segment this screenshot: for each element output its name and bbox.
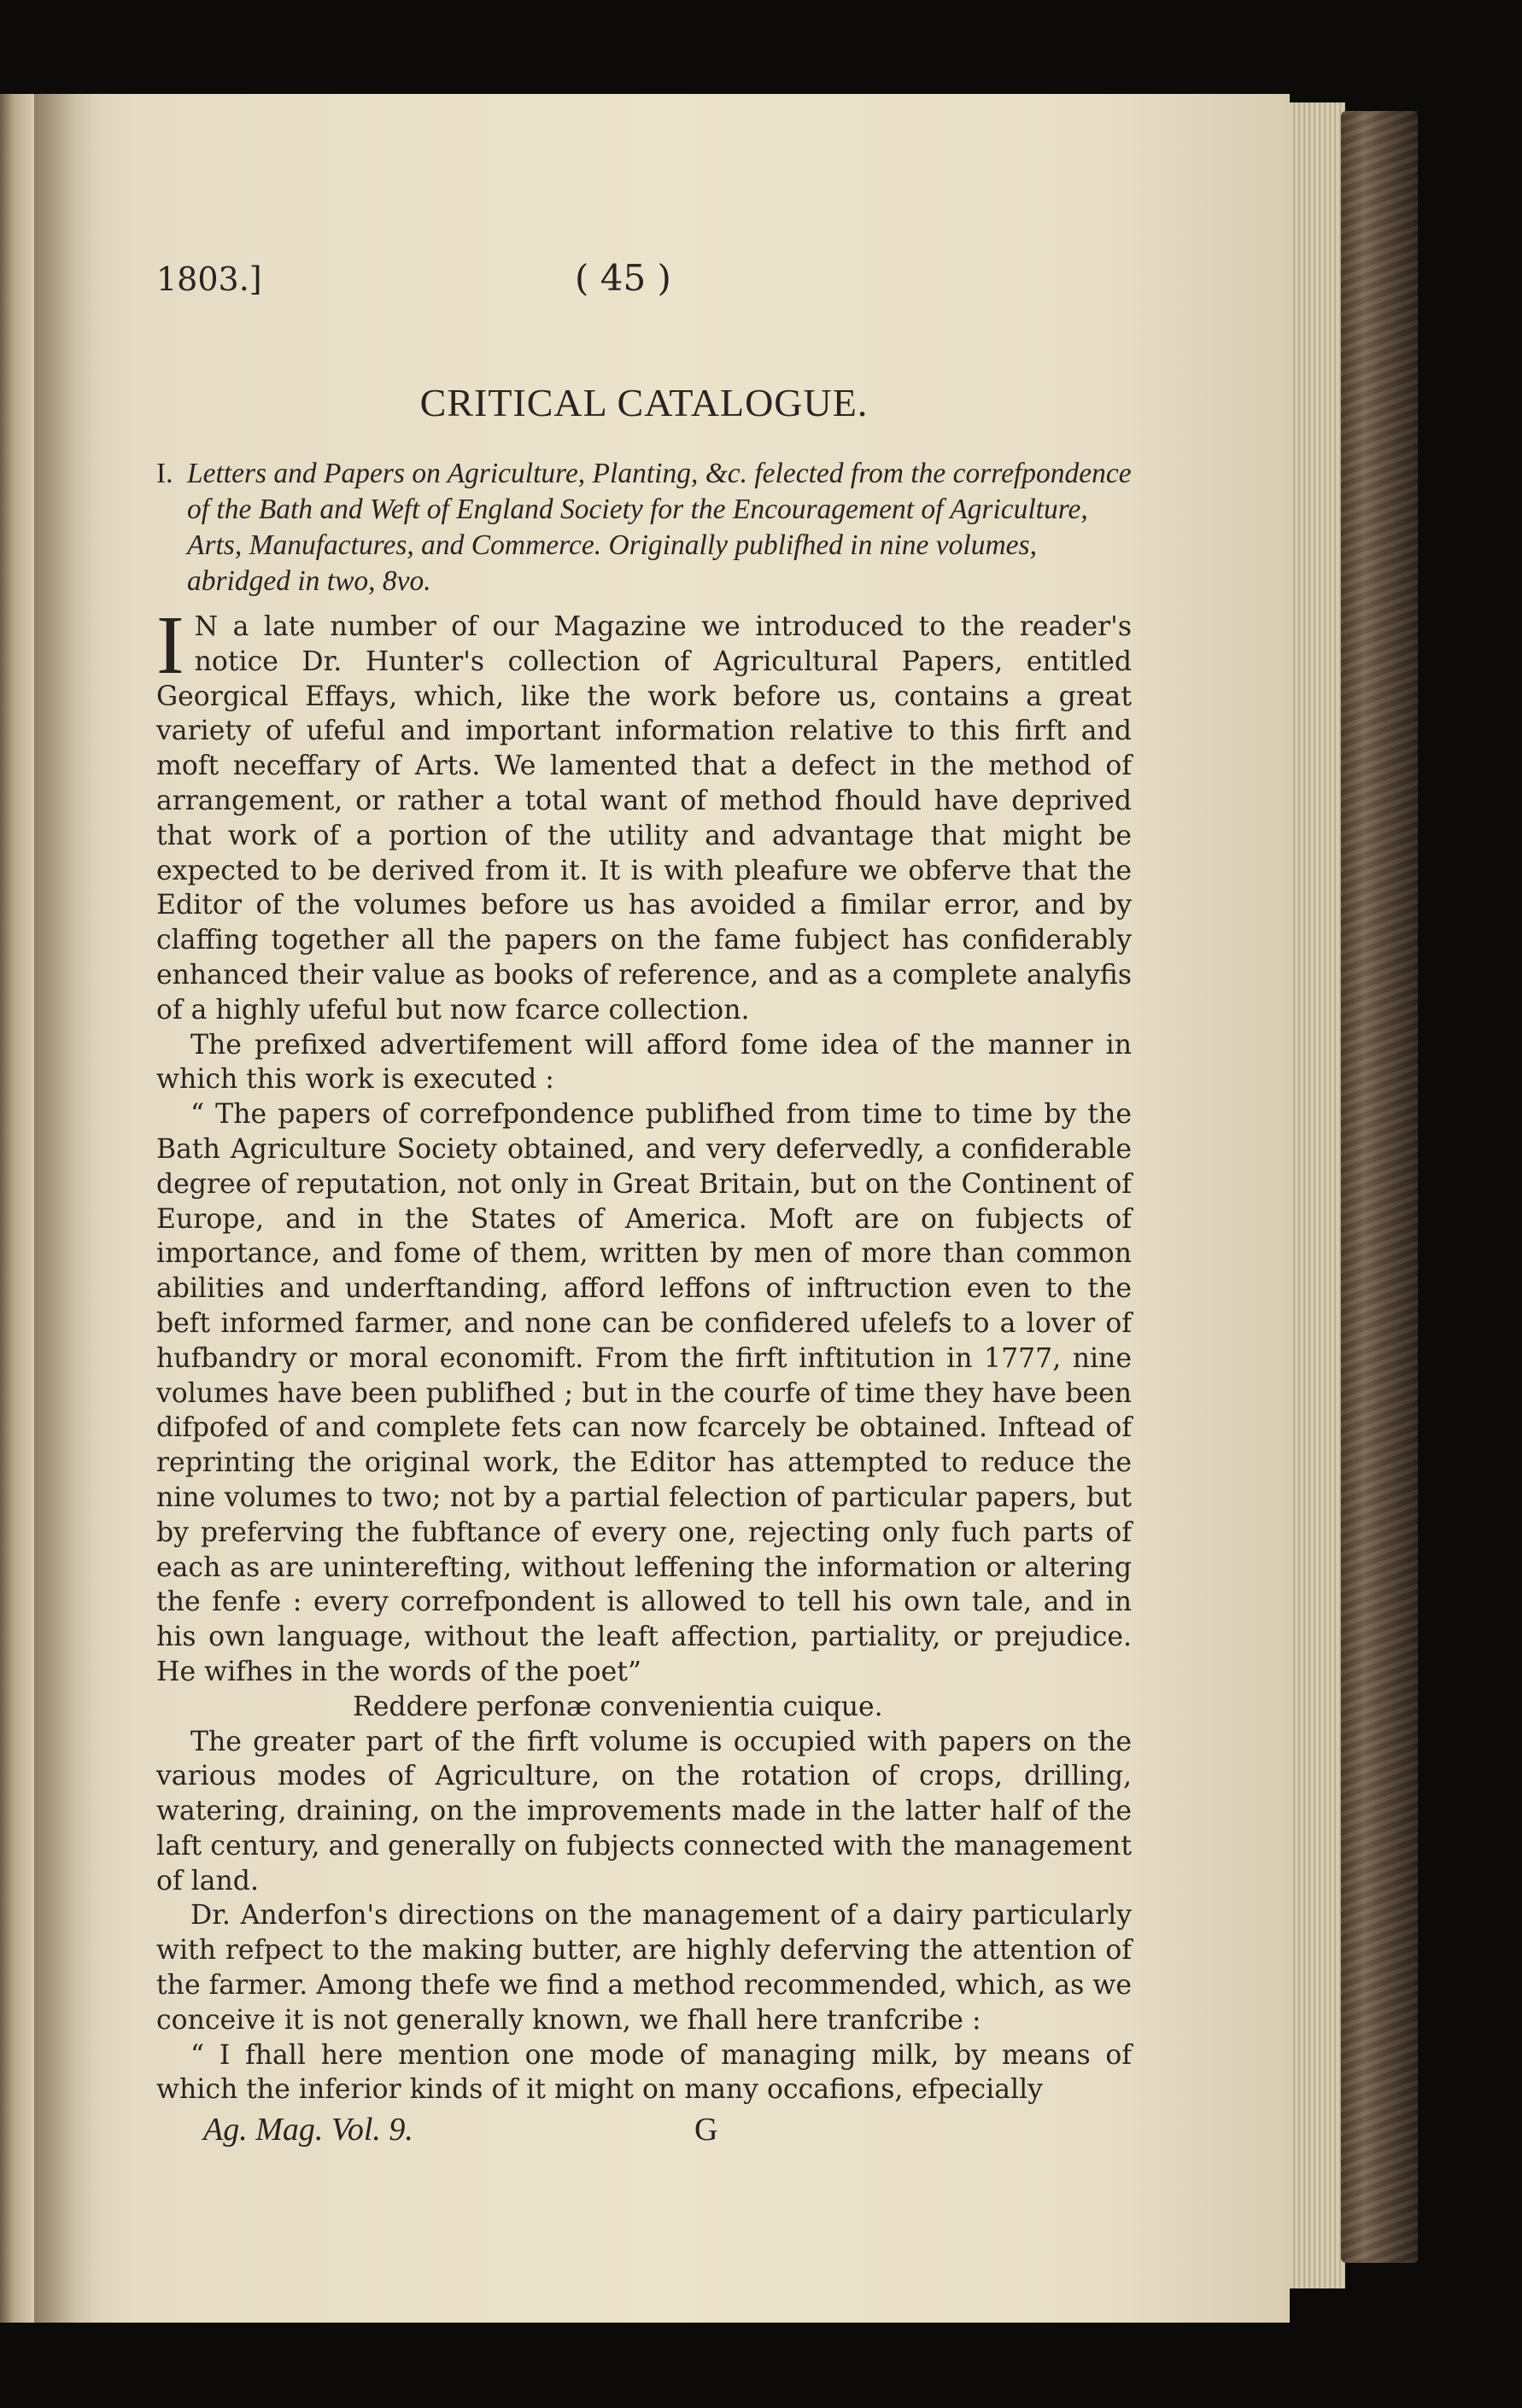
- latin-quotation: Reddere perfonæ convenientia cuique.: [353, 1691, 883, 1722]
- entry-number: I.: [156, 458, 173, 489]
- footer-signature-mark: G: [694, 2112, 718, 2148]
- page-stack-edge: [1285, 102, 1345, 2288]
- paragraph-3-quotation: “ The papers of correfpondence publifhed from time to time by the Bath Agriculture Society obtained, and very defervedly, a confiderable degree of reputation, not only in Great Britain, but on the Continent of Europe, and in the States of America. Moft are on fubjects of importance, and fome of them, written by men of more than common abilities and underftanding, afford leffons of inftruction even to the beft informed farmer, and none can be confidered ufelefs to a lover of hufbandry or moral economift. From the firft inftitution in 1777, nine volumes have been publifhed ; but in the courfe of time they have been difpofed of and complete fets can now fcarcely be obtained. Inftead of reprinting the original work, the Editor has attempted to reduce the nine volumes to two; not by a partial felection of particular papers, but by preferving the fubftance of every one, rejecting only fuch parts of each as are uninterefting, without leffening the information or altering the fenfe : every correfpondent is allowed to tell his own tale, and in his own language, without the leaft affection, partiality, or prejudice. He wifhes in the words of the poet”: [156, 1099, 1132, 1687]
- page-footer: [156, 2111, 1132, 2154]
- entry-title: Letters and Papers on Agriculture, Planting, &c. felected from the correfpondence of the Bath and Weft of England Society for the Encouragement of Agriculture, Arts, Manufactures, and Commerce. Originally publifhed in nine volumes, abridged in two, 8vo.: [187, 458, 1132, 597]
- running-header: [156, 257, 1132, 312]
- paragraph-5: The greater part of the firft volume is occupied with papers on the various modes of Agriculture, on the rotation of crops, drilling, watering, draining, on the improvements made in the latter half of the laft century, and generally on fubjects connected with the management of land.: [156, 1726, 1132, 1897]
- paragraph-7: “ I fhall here mention one mode of managing milk, by means of which the inferior kinds of it might on many occafions, efpecially: [156, 2039, 1132, 2106]
- paragraph-6: Dr. Anderfon's directions on the management of a dairy particularly with refpect to the making butter, are highly deferving the attention of the farmer. Among thefe we find a method recommended, which, as we conceive it is not generally known, we fhall here tranfcribe :: [156, 1900, 1132, 2036]
- review-body: [156, 599, 1132, 2107]
- page-text-block: [156, 257, 1132, 2154]
- footer-magazine-volume: Ag. Mag. Vol. 9.: [203, 2112, 413, 2148]
- paragraph-1: [156, 599, 1132, 1028]
- paragraph-2: The prefixed advertifement will afford fome idea of the manner in which this work is executed :: [156, 1029, 1132, 1096]
- gutter-shadow: [34, 94, 94, 2323]
- marbled-cover: [1341, 111, 1418, 2263]
- header-year: 1803.]: [156, 260, 262, 298]
- paragraph-1-text: N a late number of our Magazine we introduced to the reader's notice Dr. Hunter's collection of Agricultural Papers, entitled Georgical Effays, which, like the work before us, contains a great variety of ufeful and important information relative to this firft and moft neceffary of Arts. We lamented that a defect in the method of arrangement, or rather a total want of method fhould have deprived that work of a portion of the utility and advantage that might be expected to be derived from it. It is with pleafure we obferve that the Editor of the volumes before us has avoided a fimilar error, and by claffing together all the papers on the fame fubject has confiderably enhanced their value as books of reference, and as a complete analyfis of a highly ufeful but now fcarce collection.: [156, 611, 1132, 1026]
- entry-heading: [156, 456, 1132, 599]
- drop-cap: I: [156, 599, 184, 692]
- section-title: CRITICAL CATALOGUE.: [419, 381, 869, 424]
- page-number: ( 45 ): [575, 257, 671, 299]
- left-page-edge: [0, 94, 34, 2323]
